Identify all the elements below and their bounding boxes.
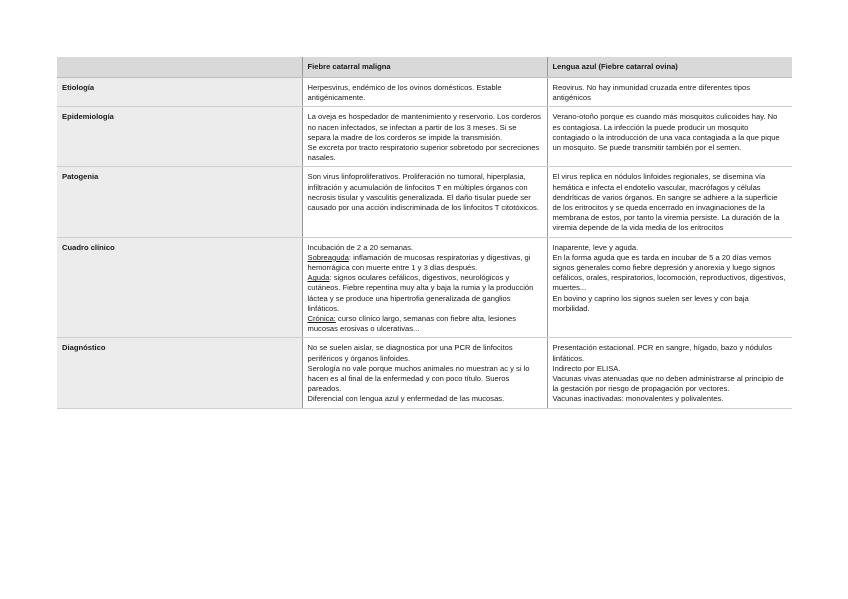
cell-patogenia-fcm xyxy=(302,167,547,237)
cell-text: Son virus linfoproliferativos. Proliferación no tumoral, hiperplasia, infiltración y acumulación de linfocitos T en múltiples órganos con necrosis tisular y vasculitis generalizada. El daño tisular puede ser causado por una acción indiscriminada de los linfocitos T citotóxicos. xyxy=(307,172,539,213)
cell-text: Vacunas inactivadas: monovalentes y polivalentes. xyxy=(552,394,724,404)
document-page xyxy=(57,57,792,409)
cell-text: Herpesvirus, endémico de los ovinos domésticos. Estable antigénicamente. xyxy=(307,83,502,103)
row-label-patogenia: Patogenia xyxy=(57,167,302,237)
table-row xyxy=(57,107,792,167)
cell-epidemiologia-la xyxy=(547,107,792,167)
cell-text: Presentación estacional. PCR en sangre, hígado, bazo y nódulos linfáticos. xyxy=(552,343,773,363)
cell-text: Se excreta por tracto respiratorio superior sobretodo por secreciones nasales. xyxy=(307,143,540,163)
cell-text xyxy=(308,314,542,334)
cell-diagnostico-la xyxy=(547,338,792,408)
cell-text: Indirecto por ELISA. xyxy=(552,363,621,373)
cell-cuadro-clinico-la xyxy=(547,237,792,338)
cell-text: Diferencial con lengua azul y enfermedad de las mucosas. xyxy=(307,394,505,404)
cronica-text: curso clínico largo, semanas con fiebre alta, lesiones mucosas erosivas o ulcerativas... xyxy=(307,314,517,334)
header-empty-cell xyxy=(57,57,302,78)
table-row xyxy=(57,338,792,408)
row-label-etiologia: Etiología xyxy=(57,78,302,107)
cell-text xyxy=(308,253,542,273)
row-label-diagnostico: Diagnóstico xyxy=(57,338,302,408)
header-lengua-azul: Lengua azul (Fiebre catarral ovina) xyxy=(547,57,792,78)
sobreaguda-text: : inflamación de mucosas respiratorias y digestivas, gi hemorrágica con muerte entre 1 y 3 días después. xyxy=(307,252,531,273)
table-row xyxy=(57,237,792,338)
row-label-epidemiologia: Epidemiología xyxy=(57,107,302,167)
cell-patogenia-la xyxy=(547,167,792,237)
cell-etiologia-la xyxy=(547,78,792,107)
comparison-table xyxy=(57,57,792,409)
cronica-label: Crónica: xyxy=(307,314,336,324)
cell-text: Reovirus. No hay inmunidad cruzada entre diferentes tipos antigénicos xyxy=(552,83,751,103)
cell-diagnostico-fcm xyxy=(302,338,547,408)
cell-text: Verano-otoño porque es cuando más mosquitos culicoides hay. No es contagiosa. La infección la puede producir un mosquito contagiado o la introducción de una vaca contagiada a la que pique un mosquito. Se puede transmitir también por el semen. xyxy=(552,112,780,153)
table-header-row xyxy=(57,57,792,78)
cell-text: Serología no vale porque muchos animales no muestran ac y si lo hacen es al final de la enfermedad y con poco título. Sueros pareados. xyxy=(307,363,530,394)
cell-text: Inaparente, leve y aguda. xyxy=(552,242,639,252)
cell-text: La oveja es hospedador de mantenimiento y reservorio. Los corderos no nacen infectados, se infectan a partir de los 3 meses. Si se separa la madre de los corderos se impide la transmisión. xyxy=(307,112,541,142)
cell-text xyxy=(308,273,542,314)
aguda-text: : signos oculares cefálicos, digestivos, neurológicos y cutáneos. Fiebre repentina muy alta y baja la rumia y la producción láctea y se produce una hipertrofia generalizada de ganglios linfáticos. xyxy=(307,273,534,313)
cell-cuadro-clinico-fcm xyxy=(302,237,547,338)
table-row xyxy=(57,78,792,107)
table-row xyxy=(57,167,792,237)
cell-text: En bovino y caprino los signos suelen ser leves y con baja morbilidad. xyxy=(552,293,749,313)
cell-etiologia-fcm xyxy=(302,78,547,107)
cell-text: Vacunas vivas atenuadas que no deben administrarse al principio de la gestación por riesgo de propagación por vectores. xyxy=(552,374,784,394)
cell-text: En la forma aguda que es tarda en incubar de 5 a 20 días vemos signos generales como fiebre depresión y anorexia y luego signos cefálicos, orales, respiratorios, locomoción, reproductivos, digestivos, muertes... xyxy=(552,252,786,293)
cell-text: El virus replica en nódulos linfoides regionales, se disemina vía hemática e infecta el endotelio vascular, macrófagos y células dendríticas de varios órganos. En sangre se adhiere a la superficie de los eritrocitos y se queda encerrado en invaginaciones de la membrana de estos, por tanto la viremia persiste. La duración de la viremia depende de la vida media de los eritrocitos xyxy=(552,172,780,233)
cell-epidemiologia-fcm xyxy=(302,107,547,167)
row-label-cuadro-clinico: Cuadro clínico xyxy=(57,237,302,338)
sobreaguda-label: Sobreaguda xyxy=(307,252,349,262)
cell-text: No se suelen aislar, se diagnostica por una PCR de linfocitos periféricos y órganos linfoides. xyxy=(307,343,513,363)
header-fiebre-catarral-maligna: Fiebre catarral maligna xyxy=(302,57,547,78)
aguda-label: Aguda xyxy=(307,273,330,283)
cell-text: Incubación de 2 a 20 semanas. xyxy=(307,242,414,252)
